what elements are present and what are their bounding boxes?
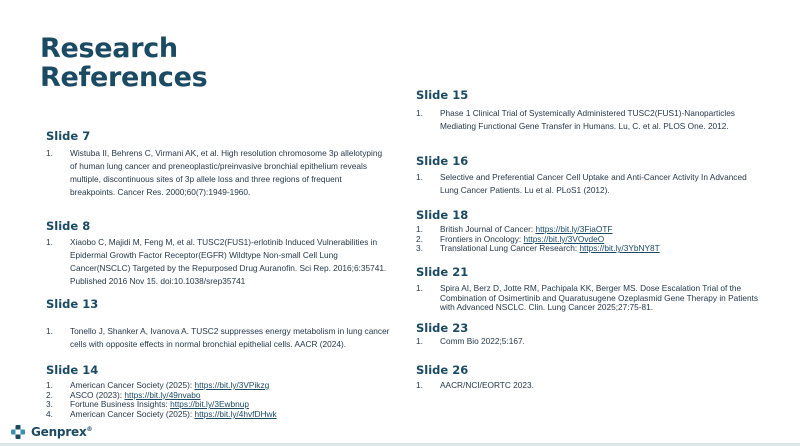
reference-list-slide-16 xyxy=(416,171,766,197)
section-heading-slide-16: Slide 16 xyxy=(416,154,469,168)
section-heading-slide-8: Slide 8 xyxy=(46,219,91,233)
reference-number: 1. xyxy=(416,224,423,234)
reference-text: ASCO (2023): xyxy=(70,389,125,400)
reference-text: Translational Lung Cancer Research: xyxy=(440,243,580,254)
genprex-logo xyxy=(10,423,92,441)
reference-text: Xiaobo C, Majidi M, Feng M, et al. TUSC2(FUS1)-erlotinib Induced Vulnerabilities in Epidermal Growth Factor Receptor(EGFR) Wildtype Non-small Cell Lung Cancer(NSCLC) Targeted by the Repurposed Drug Auranofin. Sci Rep. 2016;6:35741. Published 2016 Nov 15. doi:10.1038/srep35741 xyxy=(70,237,387,286)
reference-number: 1. xyxy=(416,336,423,346)
brand-name xyxy=(31,425,92,439)
reference-text: American Cancer Society (2025): xyxy=(70,380,195,390)
reference-link[interactable]: https://bit.ly/3FiaOTF xyxy=(535,224,613,234)
page-title-line-1: Research xyxy=(40,33,178,64)
reference-list-slide-21 xyxy=(416,284,771,313)
reference-list-slide-23 xyxy=(416,335,771,348)
reference-number: 3. xyxy=(46,399,53,410)
reference-item xyxy=(416,284,771,313)
section-heading-slide-15: Slide 15 xyxy=(416,88,469,102)
page-title-line-2: References xyxy=(40,62,208,93)
reference-item xyxy=(416,171,766,197)
reference-item xyxy=(416,379,771,392)
section-heading-slide-14: Slide 14 xyxy=(46,363,99,377)
reference-text: Phase 1 Clinical Trial of Systemically Administered TUSC2(FUS1)-Nanoparticles Mediating Functional Gene Transfer in Humans. Lu, C. et al. PLOS One. 2012. xyxy=(440,108,735,131)
reference-text: Selective and Preferential Cancer Cell Uptake and Anti-Cancer Activity In Advanced Lung Cancer Patients. Lu et al. PLoS1 (2012). xyxy=(440,172,747,195)
reference-item xyxy=(46,410,391,420)
reference-number: 1. xyxy=(416,172,423,182)
reference-text: British Journal of Cancer: xyxy=(440,224,536,234)
reference-number: 1. xyxy=(46,237,53,247)
reference-text: Fortune Business Insights: xyxy=(70,399,171,410)
reference-text: Wistuba II, Behrens C, Virmani AK, et al. High resolution chromosome 3p allelotyping of human lung cancer and preneoplastic/preinvasive bronchial epithelium reveals multiple, discontinuous sites of 3p allele loss and three regions of frequent breakpoints. Cancer Res. 2000;60(7):1949-1960. xyxy=(70,148,383,197)
reference-list-slide-13 xyxy=(46,325,391,351)
section-heading-slide-18: Slide 18 xyxy=(416,208,469,222)
reference-link[interactable]: https://bit.ly/3Ewbnup xyxy=(170,399,249,410)
reference-item xyxy=(46,147,386,199)
reference-number: 1. xyxy=(416,283,423,293)
reference-number: 3. xyxy=(416,243,423,254)
reference-number: 1. xyxy=(46,148,53,158)
reference-text: Tonello J, Shanker A, Ivanova A. TUSC2 suppresses energy metabolism in lung cancer cells with opposite effects in normal bronchial epithelial cells. AACR (2024). xyxy=(70,326,390,349)
reference-item xyxy=(46,236,391,288)
reference-list-slide-18 xyxy=(416,225,771,254)
reference-item xyxy=(416,335,771,348)
reference-number: 1. xyxy=(46,380,53,390)
section-heading-slide-13: Slide 13 xyxy=(46,297,99,311)
reference-list-slide-14 xyxy=(46,381,391,419)
section-heading-slide-7: Slide 7 xyxy=(46,129,91,143)
reference-link[interactable]: https://bit.ly/49nvabo xyxy=(124,389,201,400)
reference-number: 2. xyxy=(416,233,423,244)
reference-item xyxy=(416,107,771,133)
reference-number: 1. xyxy=(416,108,423,118)
reference-text: Spira AI, Berz D, Jotte RM, Pachipala KK, Berger MS. Dose Escalation Trial of the Combination of Osimertinib and Quaratusugene Ozeplasmid Gene Therapy in Patients with Advanced NSCLC. Clin. Lung Cancer 2025;27:75-81. xyxy=(440,283,759,313)
reference-number: 1. xyxy=(416,380,423,390)
reference-number: 4. xyxy=(46,408,53,419)
reference-text: Frontiers in Oncology: xyxy=(440,233,524,244)
reference-number: 2. xyxy=(46,389,53,400)
reference-list-slide-7 xyxy=(46,147,386,199)
reference-number: 1. xyxy=(46,326,53,336)
brand-name-text: Genprex xyxy=(31,425,87,439)
genprex-logo-mark-icon xyxy=(10,424,26,440)
brand-registered-mark: ® xyxy=(86,426,93,433)
reference-list-slide-15 xyxy=(416,107,771,133)
reference-link[interactable]: https://bit.ly/3VPikzg xyxy=(194,380,270,390)
section-heading-slide-23: Slide 23 xyxy=(416,321,469,335)
section-heading-slide-21: Slide 21 xyxy=(416,265,469,279)
reference-item xyxy=(416,244,771,254)
reference-link[interactable]: https://bit.ly/4hvfDHwk xyxy=(194,408,277,419)
section-heading-slide-26: Slide 26 xyxy=(416,363,469,377)
reference-link[interactable]: https://bit.ly/3YbNY8T xyxy=(579,243,660,254)
reference-list-slide-26 xyxy=(416,379,771,392)
page-title xyxy=(40,34,207,92)
reference-link[interactable]: https://bit.ly/3VOvdeO xyxy=(523,233,605,244)
reference-list-slide-8 xyxy=(46,236,391,288)
reference-text: Comm Bio 2022;5:167. xyxy=(440,336,525,346)
reference-text: AACR/NCI/EORTC 2023. xyxy=(440,380,534,390)
reference-item xyxy=(46,325,391,351)
reference-text: American Cancer Society (2025): xyxy=(70,408,195,419)
